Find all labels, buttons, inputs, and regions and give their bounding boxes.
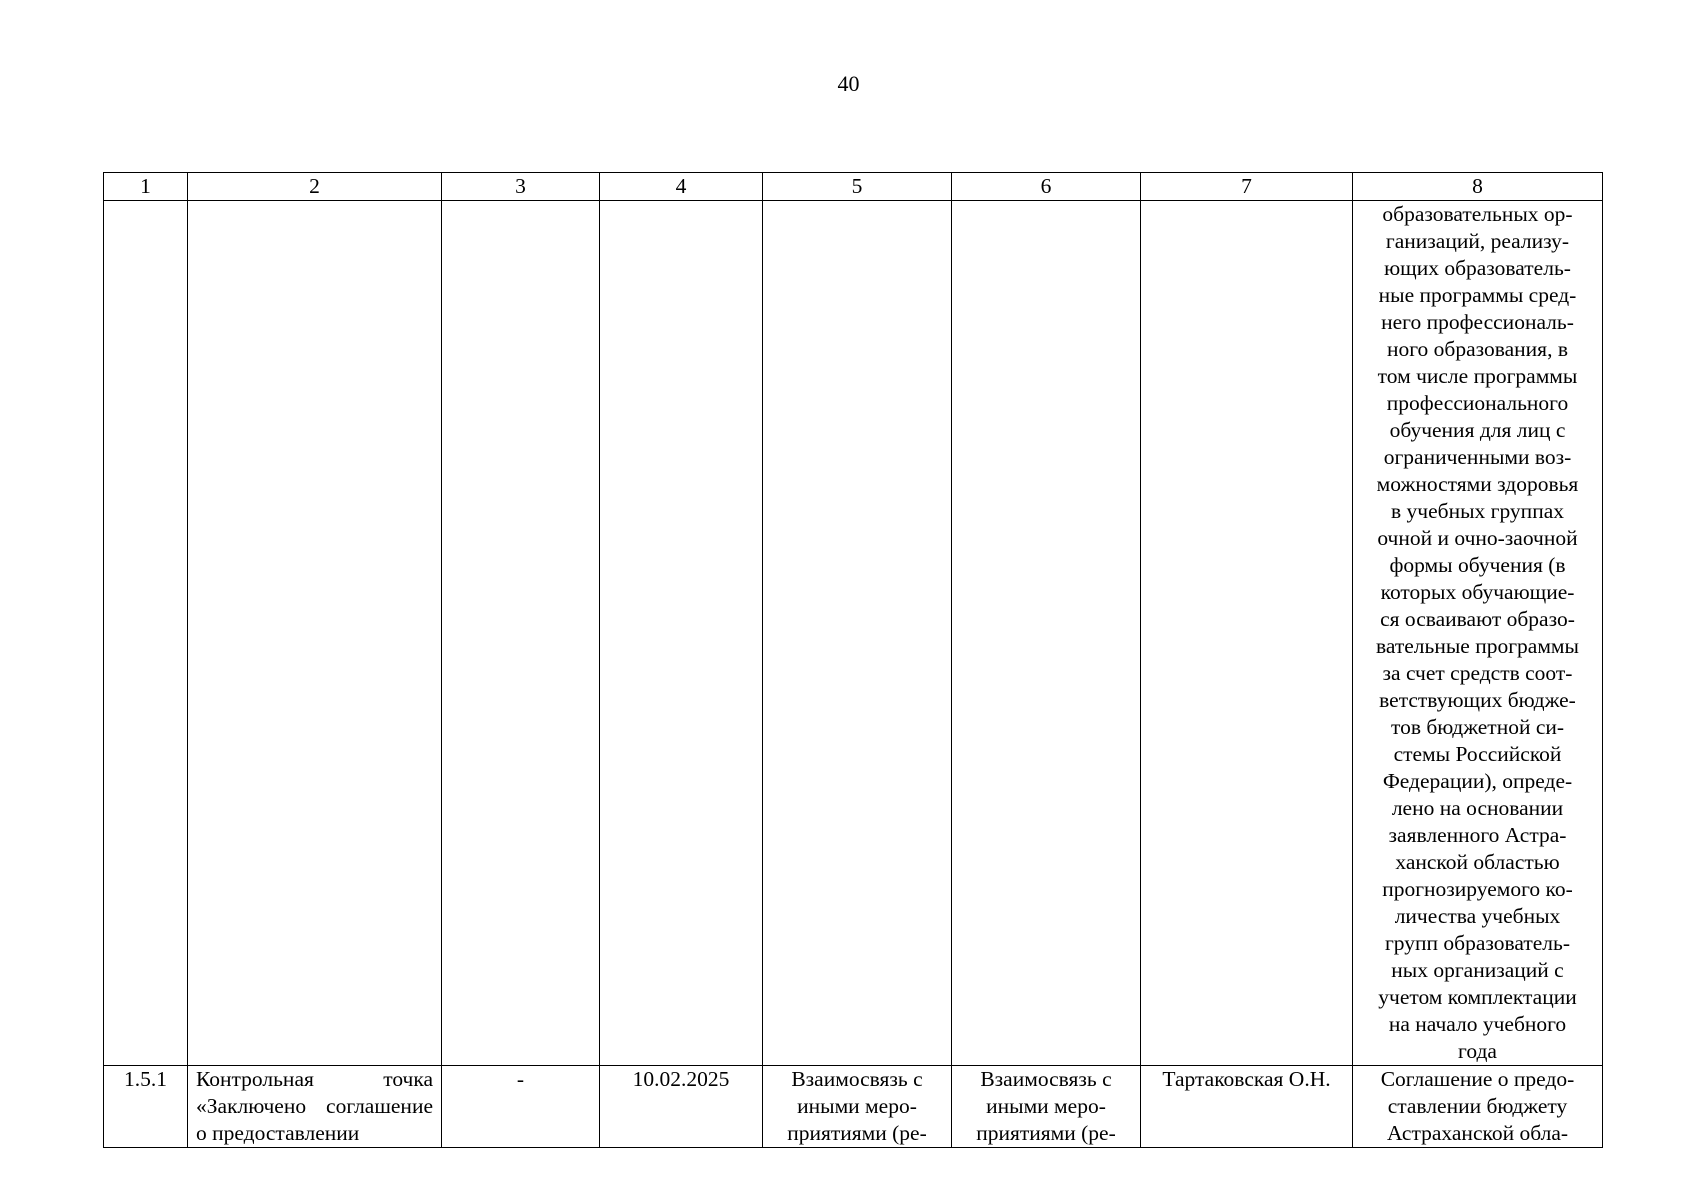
table-row-continued: [104, 201, 1603, 1066]
plan-table: [103, 172, 1603, 1148]
table-cell-result-continued: образовательных ор- ганизаций, реализу- ющих образователь- ные программы сред- него профессиональ- ного образования, в том числе программы профессионального обучения для лиц с ограниченными воз- можностями здоровья в учебных группах очной и очно-заочной формы обучения (в которых обучающие- ся осваивают образо- вательные программы за счет средств соот- ветствующих бюдже- тов бюджетной си- стемы Российской Федерации), опреде- лено на основании заявленного Астра- ханской областью прогнозируемого ко- личества учебных групп образователь- ных организаций с учетом комплектации на начало учебного года: [1353, 201, 1603, 1066]
table-cell-empty: [763, 201, 952, 1066]
column-header-5: 5: [763, 173, 952, 201]
table-cell-item-name: Контрольная точка «Заключено соглашение о предоставлении: [188, 1066, 442, 1148]
column-header-8: 8: [1353, 173, 1603, 201]
column-header-4: 4: [600, 173, 763, 201]
table-row-1-5-1: [104, 1066, 1603, 1148]
table-cell-col3: -: [442, 1066, 600, 1148]
table-cell-empty: [442, 201, 600, 1066]
table-cell-responsible: Тартаковская О.Н.: [1141, 1066, 1353, 1148]
column-number-row: [104, 173, 1603, 201]
table-cell-date: 10.02.2025: [600, 1066, 763, 1148]
column-header-6: 6: [952, 173, 1141, 201]
column-header-1: 1: [104, 173, 188, 201]
page-number: 40: [837, 71, 860, 96]
table-cell-empty: [952, 201, 1141, 1066]
column-header-2: 2: [188, 173, 442, 201]
table-cell-relation-5: Взаимосвязь с иными меро- приятиями (ре-: [763, 1066, 952, 1148]
table-cell-empty: [188, 201, 442, 1066]
table-cell-relation-6: Взаимосвязь с иными меро- приятиями (ре-: [952, 1066, 1141, 1148]
column-header-3: 3: [442, 173, 600, 201]
table-cell-result: Соглашение о предо- ставлении бюджету Астраханской обла-: [1353, 1066, 1603, 1148]
table-cell-empty: [1141, 201, 1353, 1066]
table-cell-item-number: 1.5.1: [104, 1066, 188, 1148]
table-cell-empty: [104, 201, 188, 1066]
column-header-7: 7: [1141, 173, 1353, 201]
table-cell-empty: [600, 201, 763, 1066]
